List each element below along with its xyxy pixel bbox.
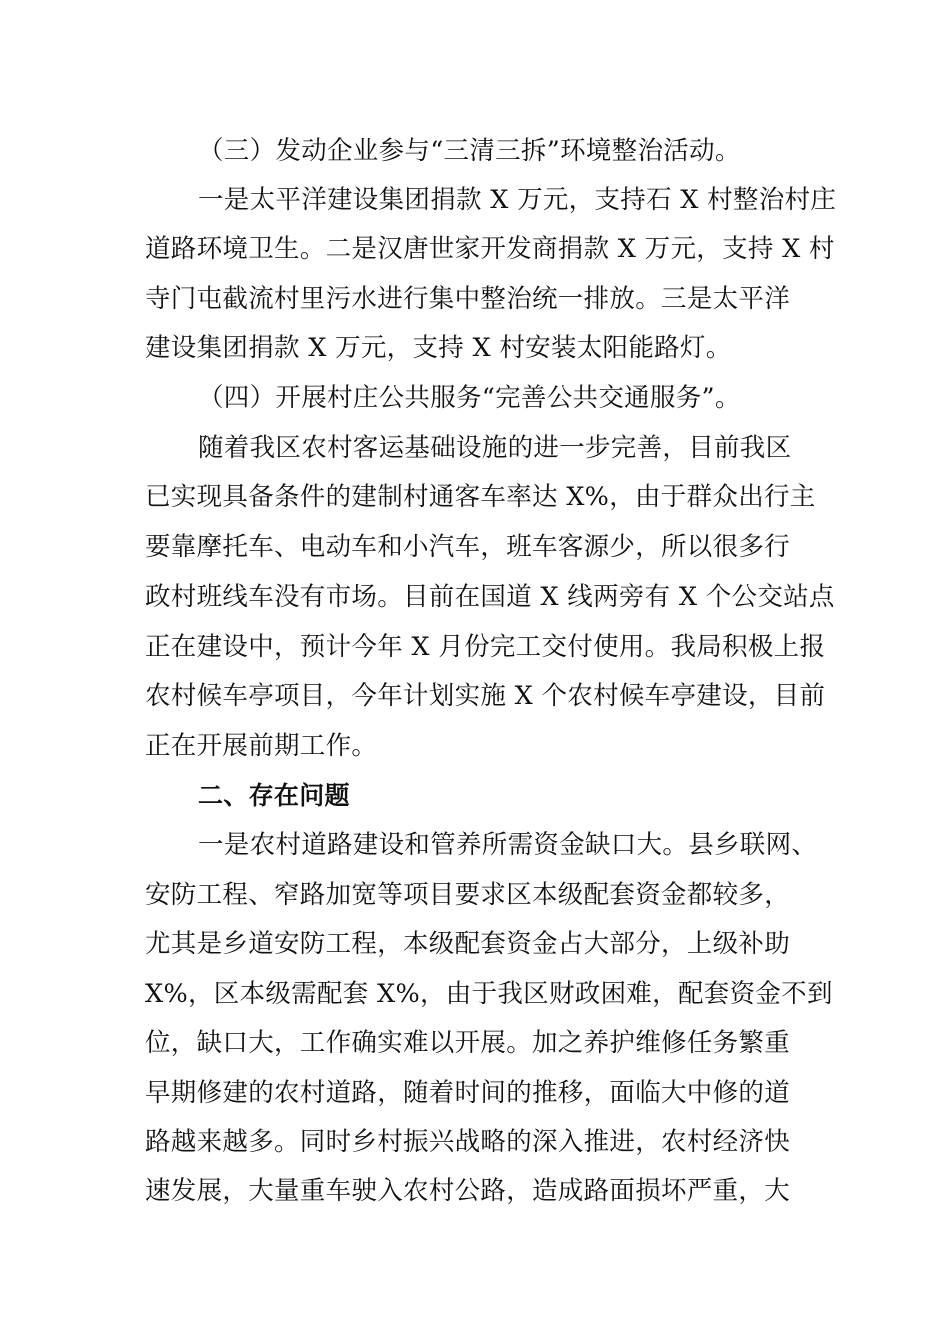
paragraph-line: X%，区本级需配套 X%，由于我区财政困难，配套资金不到: [145, 979, 833, 1009]
paragraph-line: 政村班线车没有市场。目前在国道 X 线两旁有 X 个公交站点: [145, 582, 835, 612]
paragraph-line: 尤其是乡道安防工程，本级配套资金占大部分，上级补助: [145, 929, 791, 959]
paragraph-line: 位，缺口大，工作确实难以开展。加之养护维修任务繁重: [145, 1028, 791, 1058]
paragraph-line: 安防工程、窄路加宽等项目要求区本级配套资金都较多，: [145, 880, 791, 910]
paragraph-line: 正在开展前期工作。: [145, 731, 378, 761]
section-heading-3: （三）发动企业参与“三清三拆”环境整治活动。: [198, 136, 741, 166]
paragraph-line: 建设集团捐款 X 万元，支持 X 村安装太阳能路灯。: [145, 333, 732, 363]
paragraph-line: 随着我区农村客运基础设施的进一步完善，目前我区: [198, 433, 792, 463]
section-heading-4: （四）开展村庄公共服务“完善公共交通服务”。: [198, 383, 741, 413]
paragraph-line: 已实现具备条件的建制村通客车率达 X%，由于群众出行主: [145, 482, 816, 512]
paragraph-line: 早期修建的农村道路，随着时间的推移，面临大中修的道: [145, 1078, 791, 1108]
paragraph-line: 一是太平洋建设集团捐款 X 万元，支持石 X 村整治村庄: [198, 185, 837, 215]
paragraph-line: 农村候车亭项目，今年计划实施 X 个农村候车亭建设，目前: [145, 681, 826, 711]
paragraph-line: 要靠摩托车、电动车和小汽车，班车客源少，所以很多行: [145, 532, 791, 562]
paragraph-line: 正在建设中，预计今年 X 月份完工交付使用。我局积极上报: [145, 632, 826, 662]
paragraph-line: 寺门屯截流村里污水进行集中整治统一排放。三是太平洋: [145, 284, 791, 314]
paragraph-line: 道路环境卫生。二是汉唐世家开发商捐款 X 万元，支持 X 村: [145, 234, 835, 264]
section-heading-problems: 二、存在问题: [198, 781, 350, 810]
paragraph-line: 一是农村道路建设和管养所需资金缺口大。县乡联网、: [198, 830, 818, 860]
paragraph-line: 速发展，大量重车驶入农村公路，造成路面损坏严重，大: [145, 1176, 791, 1206]
paragraph-line: 路越来越多。同时乡村振兴战略的深入推进，农村经济快: [145, 1127, 791, 1157]
